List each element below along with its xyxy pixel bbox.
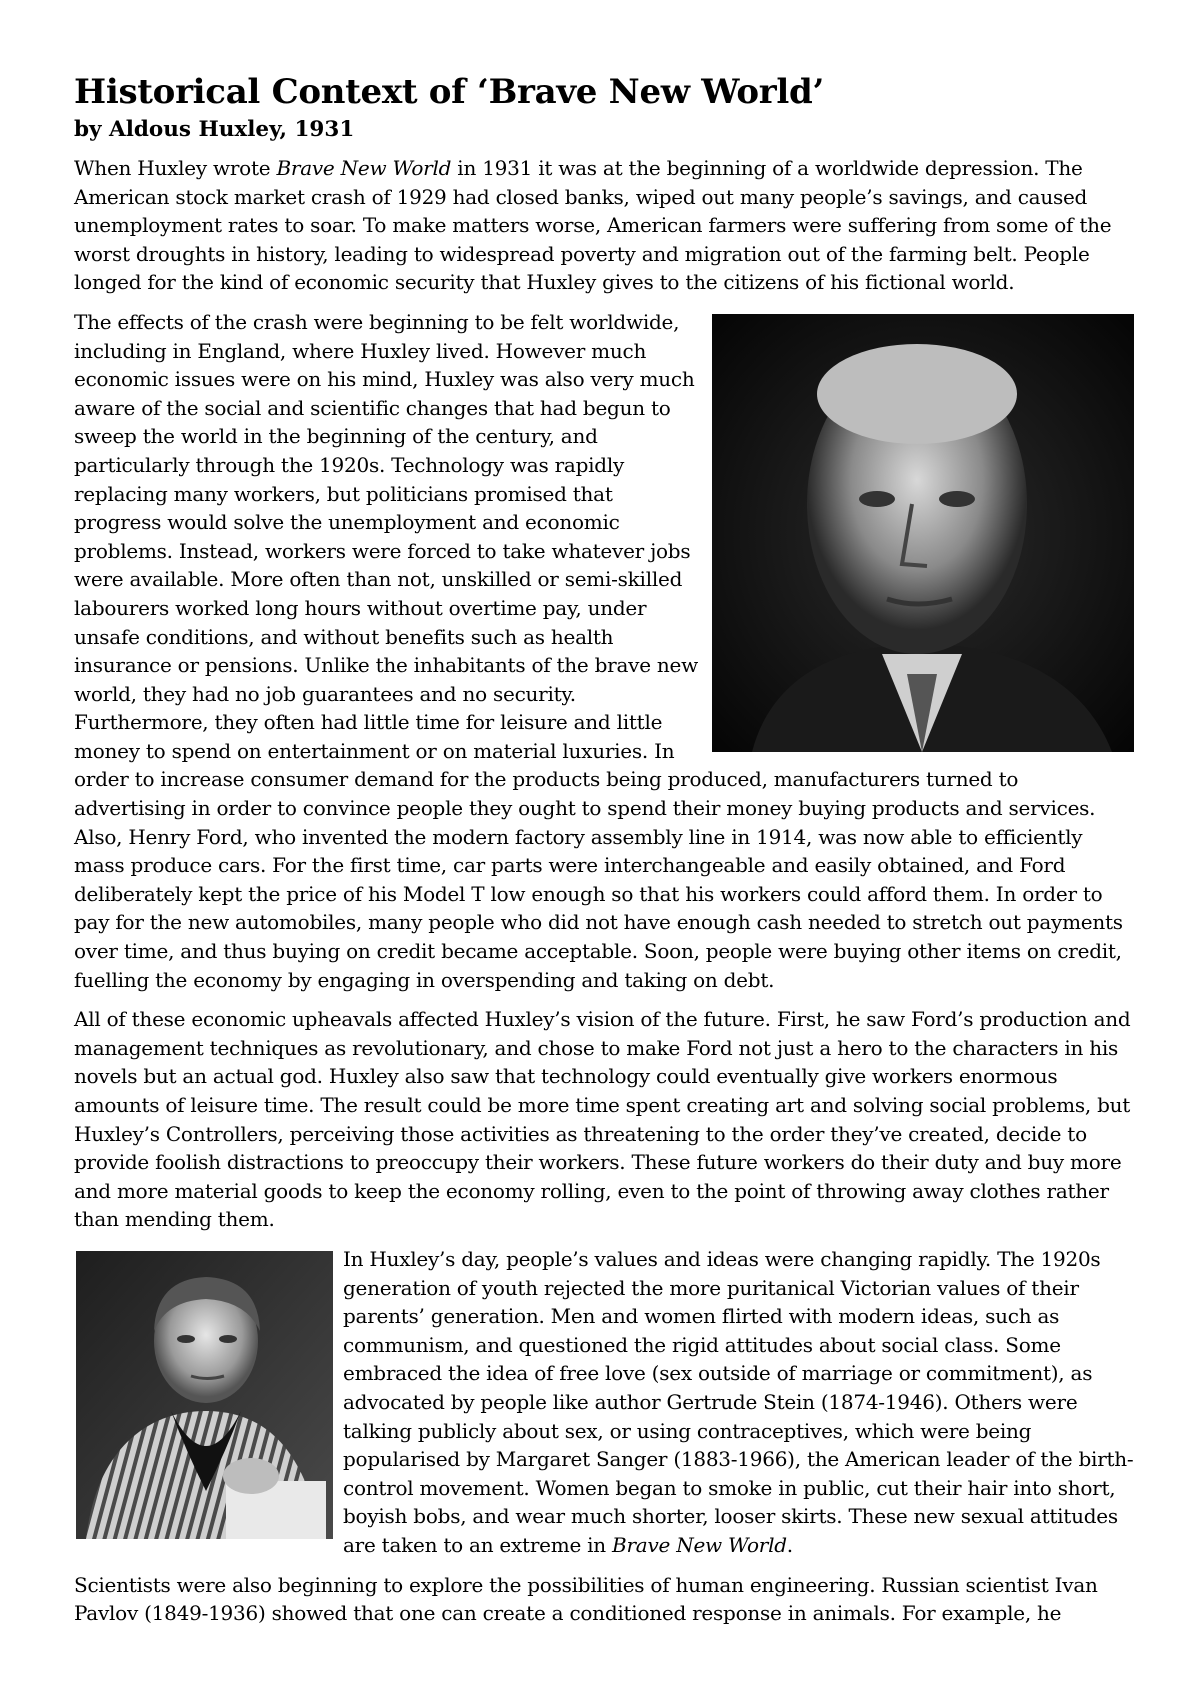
document-page [74, 70, 1134, 1639]
page-title: Historical Context of ‘Brave New World’ [74, 72, 825, 112]
paragraph-4-start: In Huxley’s day, people’s values and ideas were changing rapidly. The 1920s generation of youth rejected the more puritanical Victorian values of their parents’ generation. Men and women flirted with modern ideas, such as communism, and questioned the rigid attitudes about social class. Some embraced the idea of free love (sex outside of marriage or commitment), as advocated by people like author Gertrude Stein (1874-1946). Others were talking publicly about sex, or using contraceptives, which were being popularised by Margaret Sanger (1883-1966), the American leader of the birth-control movement. Women began to smoke in public, cut their hair into short, boyish bobs, and wear much shorter, looser skirts. These new sexual attitudes are taken to an extreme in [343, 1246, 1134, 1557]
book-title-italic-2: Brave New World [612, 1532, 787, 1557]
paragraph-2 [74, 308, 1134, 994]
paragraph-1-end: in 1931 it was at the beginning of a worldwide depression. The American stock market crash of 1929 had closed banks, wiped out many people’s savings, and caused unemployment rates to soar. To make matters worse, American farmers were suffering from some of the worst droughts in history, leading to widespread poverty and migration out of the farming belt. People longed for the kind of economic security that Huxley gives to the citizens of his fictional world. [74, 156, 1112, 295]
paragraph-4 [74, 1245, 1134, 1560]
paragraph-1 [74, 154, 1134, 297]
paragraph-3: All of these economic upheavals affected Huxley’s vision of the future. First, he saw Ford’s production and management techniques as revolutionary, and chose to make Ford not just a hero to the characters in his novels but an actual god. Huxley also saw that technology could eventually give workers enormous amounts of leisure time. The result could be more time spent creating art and solving social problems, but Huxley’s Controllers, perceiving those activities as threatening to the order they’ve created, decide to provide foolish distractions to preoccupy their workers. These future workers do their duty and buy more and more material goods to keep the economy rolling, even to the point of throwing away clothes rather than mending them. [74, 1007, 1131, 1232]
paragraph-5: Scientists were also beginning to explore the possibilities of human engineering. Russian scientist Ivan Pavlov (1849-1936) showed that one can create a conditioned response in animals. For example, he [74, 1572, 1098, 1626]
page-subtitle: by Aldous Huxley, 1931 [74, 117, 355, 142]
paragraph-1-start: When Huxley wrote [74, 156, 277, 180]
gertrude-stein-photo [76, 1251, 333, 1539]
paragraph-4-end: . [786, 1532, 793, 1557]
paragraph-2-text: The effects of the crash were beginning to be felt worldwide, including in England, where Huxley lived. However much economic issues were on his mind, Huxley was also very much aware of the social and scientific changes that had begun to sweep the world in the beginning of the century, and particularly through the 1920s. Technology was rapidly replacing many workers, but politicians promised that progress would solve the unemployment and economic problems. Instead, workers were forced to take whatever jobs were available. More often than not, unskilled or semi-skilled labourers worked long hours without overtime pay, under unsafe conditions, and without benefits such as health insurance or pensions. Unlike the inhabitants of the brave new world, they had no job guarantees and no security. Furthermore, they often had little time for leisure and little money to spend on entertainment or on material luxuries. In order to increase consumer demand for the products being produced, manufacturers turned to advertising in order to convince people they ought to spend their money buying products and services. Also, Henry Ford, who invented the modern factory assembly line in 1914, was now able to efficiently mass produce cars. For the first time, car parts were interchangeable and easily obtained, and Ford deliberately kept the price of his Model T low enough so that his workers could afford them. In order to pay for the new automobiles, many people who did not have enough cash needed to stretch out payments over time, and thus buying on credit became acceptable. Soon, people were buying other items on credit, fuelling the economy by engaging in overspending and taking on debt. [74, 309, 1123, 992]
henry-ford-photo [712, 314, 1134, 752]
book-title-italic: Brave New World [276, 156, 452, 180]
